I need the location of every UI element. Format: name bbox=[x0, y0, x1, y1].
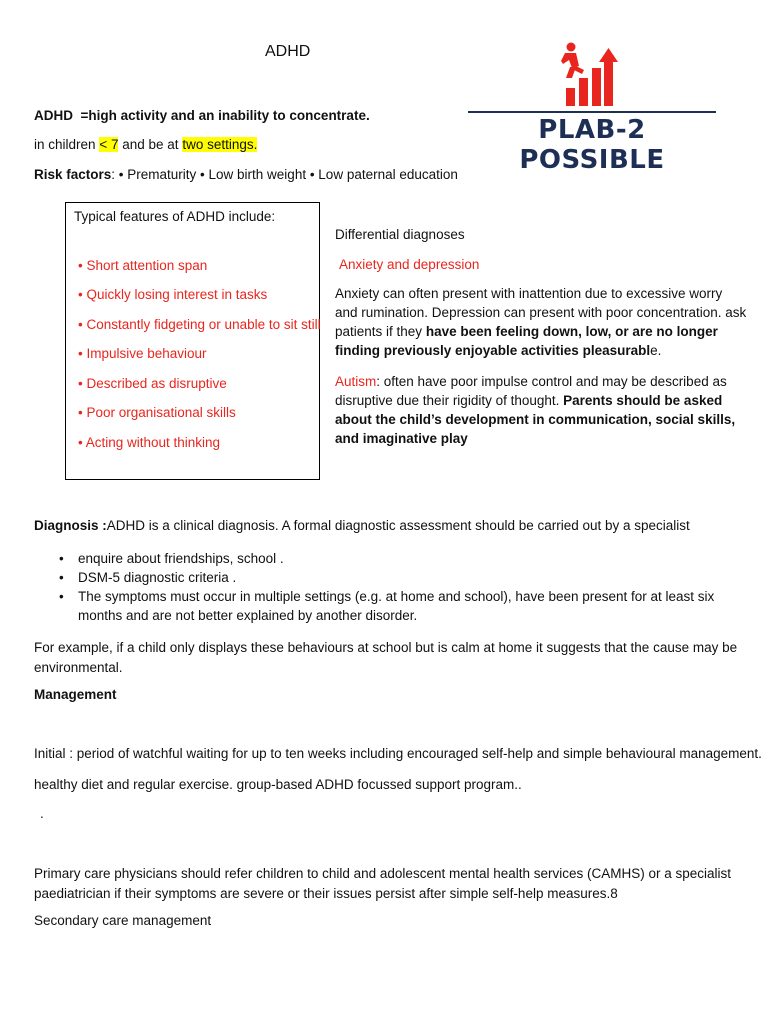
stray-dot: . bbox=[40, 806, 44, 821]
feature-item: • Quickly losing interest in tasks bbox=[78, 287, 268, 302]
age-highlight: < 7 bbox=[99, 137, 119, 152]
definition-meaning: =high activity and an inability to concentrate. bbox=[80, 108, 370, 123]
differential-heading: Differential diagnoses bbox=[335, 227, 465, 242]
features-box bbox=[65, 202, 320, 480]
autism-bold: Parents should be asked about the child’s development in communication, social skills, and imaginative play bbox=[335, 393, 736, 446]
age-prefix: in children bbox=[34, 137, 96, 152]
feature-item: • Impulsive behaviour bbox=[78, 346, 207, 361]
anxiety-paragraph bbox=[335, 284, 747, 360]
autism-text: : often have poor impulse control and may be described as disruptive due their rigidity of thought. bbox=[335, 374, 727, 408]
settings-highlight: two settings. bbox=[182, 137, 258, 152]
feature-item: • Described as disruptive bbox=[78, 376, 227, 391]
diagnosis-text: ADHD is a clinical diagnosis. A formal diagnostic assessment should be carried out by a specialist bbox=[106, 518, 690, 533]
definition-line bbox=[34, 108, 370, 123]
logo-divider bbox=[468, 111, 716, 113]
features-title: Typical features of ADHD include: bbox=[74, 209, 276, 224]
person-climbing-bar-chart-arrow-icon bbox=[466, 40, 718, 112]
age-middle: and be at bbox=[122, 137, 179, 152]
list-item: • The symptoms must occur in multiple settings (e.g. at home and school), have been present for at least six months and are not better explained by another disorder. bbox=[34, 587, 734, 625]
autism-label: Autism bbox=[335, 374, 377, 389]
management-heading: Management bbox=[34, 687, 117, 702]
page-title: ADHD bbox=[265, 43, 311, 60]
example-paragraph: For example, if a child only displays these behaviours at school but is calm at home it suggests that the cause may be environmental. bbox=[34, 640, 738, 675]
lifestyle-management: healthy diet and regular exercise. group-based ADHD focussed support program.. bbox=[34, 777, 522, 792]
feature-item: • Constantly fidgeting or unable to sit still bbox=[78, 317, 321, 332]
list-item: • DSM-5 diagnostic criteria . bbox=[34, 568, 734, 587]
age-line bbox=[34, 137, 257, 152]
diagnosis-bullets bbox=[34, 549, 734, 625]
plab-logo bbox=[466, 40, 718, 175]
definition-term: ADHD bbox=[34, 108, 73, 123]
referral-paragraph: Primary care physicians should refer children to child and adolescent mental health services (CAMHS) or a specialist paediatrician if their symptoms are severe or their issues persist after simple self-help measures.8 bbox=[34, 866, 732, 901]
diagnosis-label: Diagnosis : bbox=[34, 518, 107, 533]
anxiety-end: e. bbox=[650, 343, 662, 358]
secondary-care-heading: Secondary care management bbox=[34, 913, 212, 928]
diagnosis-line bbox=[34, 518, 690, 533]
feature-item: • Acting without thinking bbox=[78, 435, 221, 450]
risk-factors-text: : • Prematurity • Low birth weight • Low paternal education bbox=[111, 167, 458, 182]
anxiety-bold: have been feeling down, low, or are no longer finding previously enjoyable activities pleasurabl bbox=[335, 324, 718, 358]
feature-item: • Short attention span bbox=[78, 258, 208, 273]
feature-item: • Poor organisational skills bbox=[78, 405, 236, 420]
risk-factors-label: Risk factors bbox=[34, 167, 112, 182]
logo-text: PLAB-2 POSSIBLE bbox=[519, 115, 665, 175]
list-item: • enquire about friendships, school . bbox=[34, 549, 734, 568]
risk-factors-line bbox=[34, 167, 458, 182]
anxiety-heading: Anxiety and depression bbox=[339, 257, 480, 272]
anxiety-text: Anxiety can often present with inattention due to excessive worry and rumination. Depression can present with poor concentration. ask patients if they bbox=[335, 286, 747, 339]
initial-management: Initial : period of watchful waiting for up to ten weeks including encouraged self-help and simple behavioural management. bbox=[34, 746, 762, 761]
autism-paragraph bbox=[335, 372, 747, 448]
